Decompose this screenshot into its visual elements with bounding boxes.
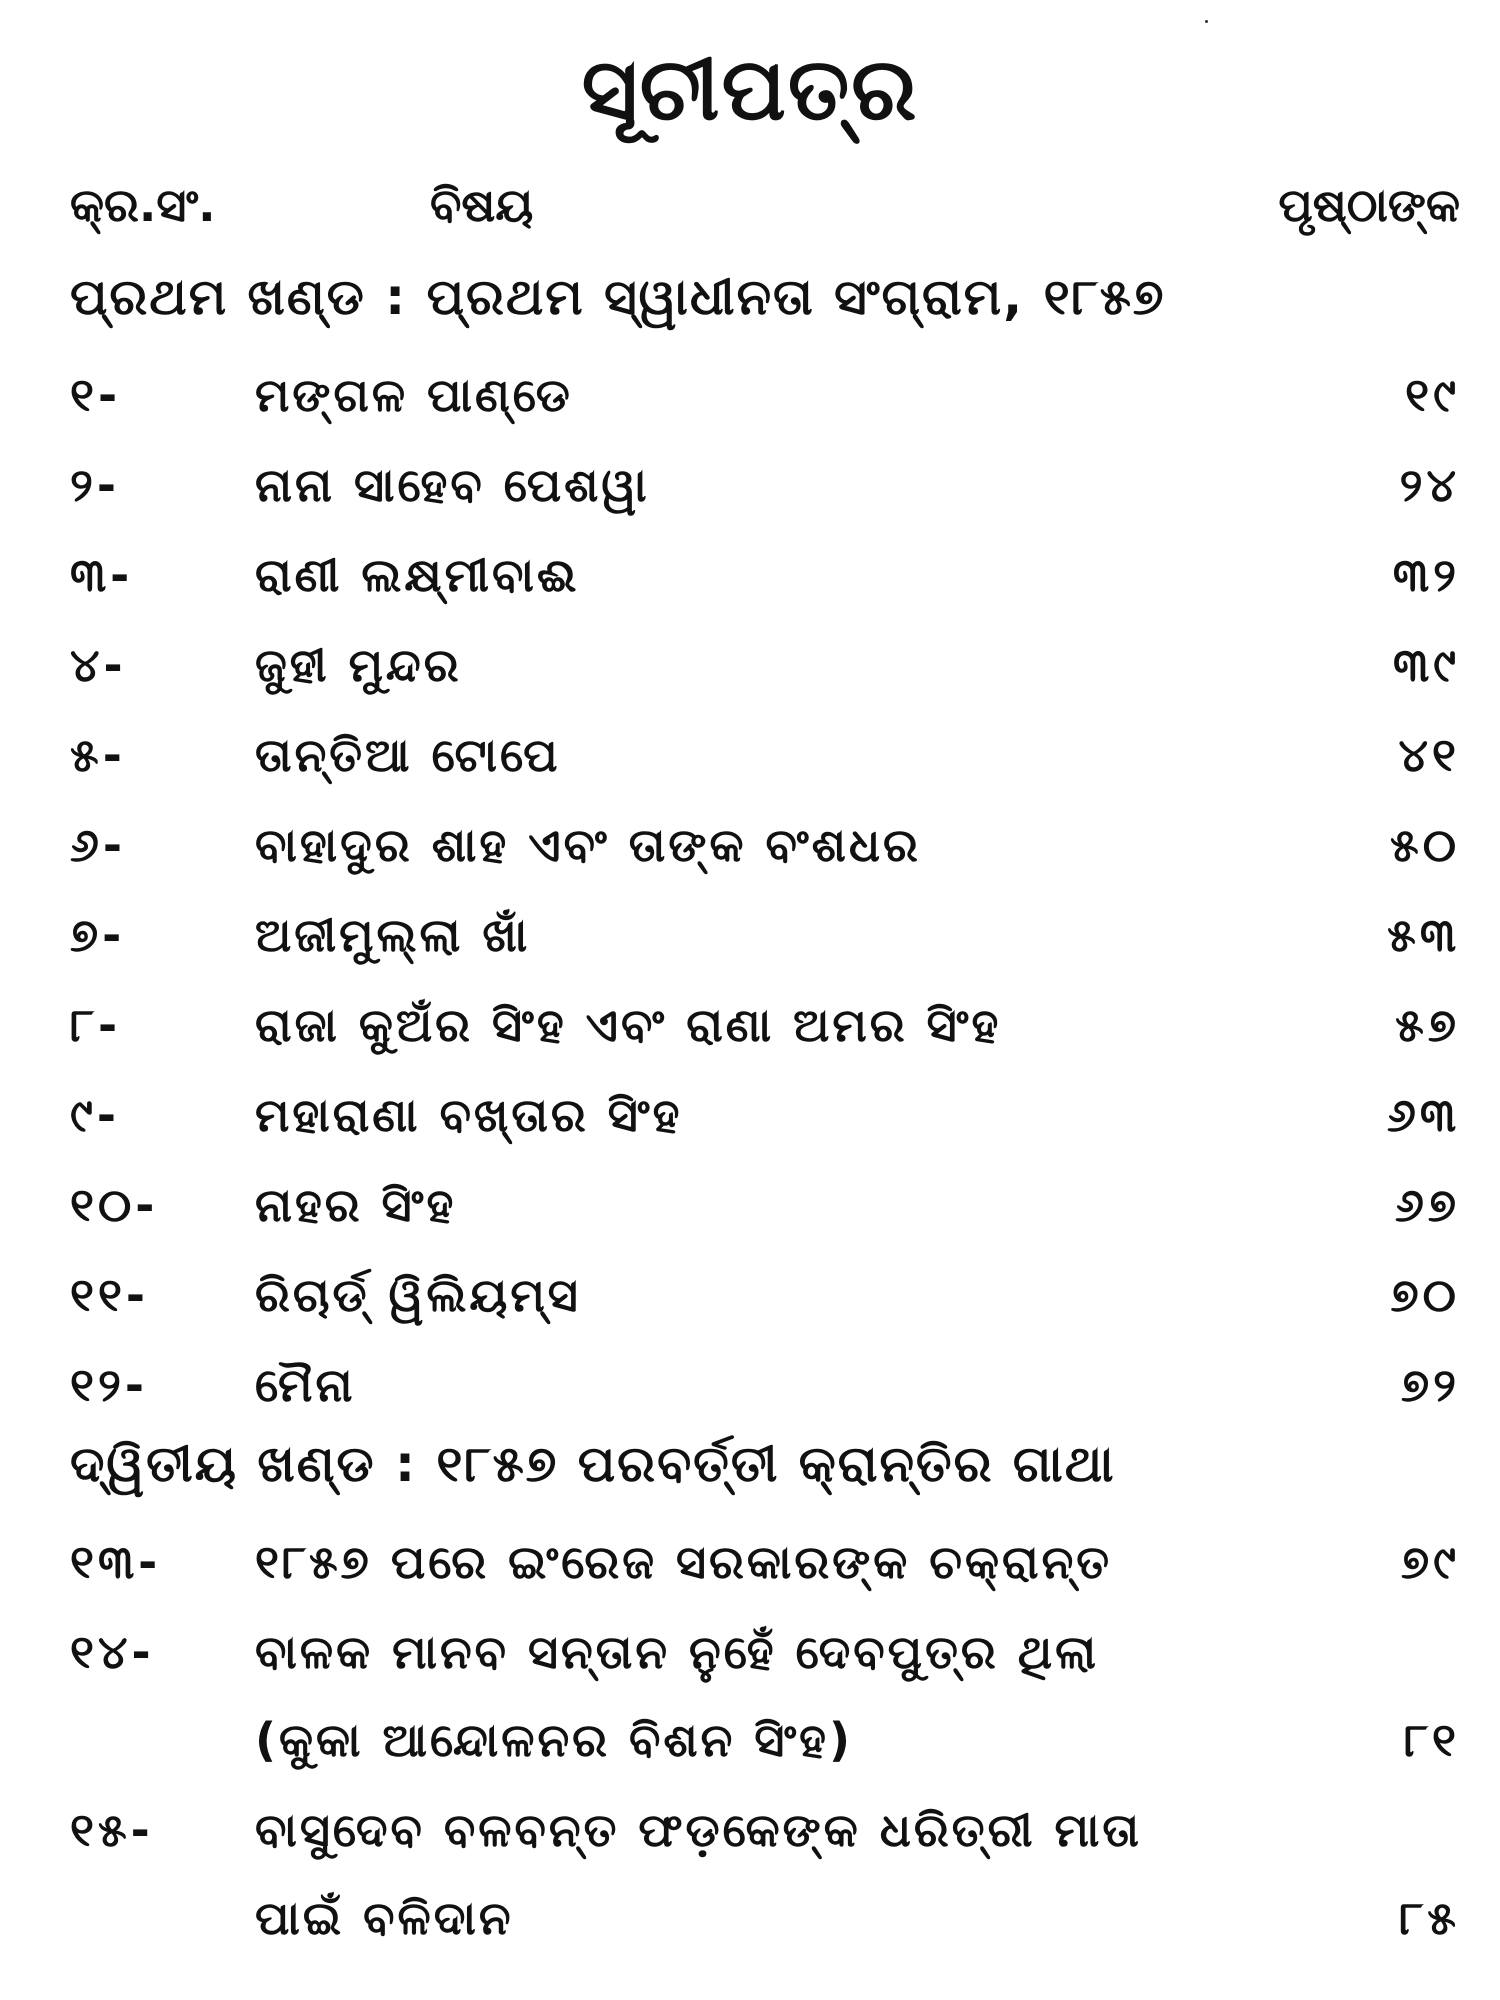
entry-title: ଜୁହୀ ମୁନ୍ଦର (255, 638, 462, 692)
entry-number: ୧୧- (70, 1268, 150, 1322)
entry-page: ୩୨ (1392, 548, 1460, 602)
entry-page: ୬୭ (1394, 1178, 1460, 1232)
entry-number: ୧୨- (70, 1358, 148, 1412)
entry-number: ୨- (70, 458, 120, 512)
entry-number: ୧୩- (70, 1535, 162, 1589)
page-title: ସୂଚୀପତ୍ର (581, 40, 919, 140)
entry-number: ୧୪- (70, 1625, 155, 1679)
entry-number: ୧୦- (70, 1178, 159, 1232)
column-header (70, 178, 1460, 248)
entry-page: ୭୨ (1400, 1358, 1460, 1412)
entry-title: ତାନ୍ତିଆ ଟୋପେ (255, 728, 561, 782)
entry-number: ୧- (70, 368, 122, 422)
entry-title: ୧୮୫୭ ପରେ ଇଂରେଜ ସରକାରଙ୍କ ଚକ୍ରାନ୍ତ (255, 1535, 1113, 1589)
entry-number: ୯- (70, 1088, 120, 1142)
entry-title: ନାନା ସାହେବ ପେଶୱା (255, 458, 650, 512)
entry-page: ୫୦ (1389, 818, 1460, 872)
entry-title: ମହାରାଣା ବଖ୍ତାର ସିଂହ (255, 1088, 683, 1142)
entry-number: ୪- (70, 638, 127, 692)
entry-number: ୧୫- (70, 1803, 154, 1857)
header-serial-label: କ୍ର.ସଂ. (70, 178, 216, 232)
entry-title: ମଙ୍ଗଳ ପାଣ୍ଡେ (255, 368, 573, 422)
entry-page: ୨୪ (1399, 458, 1460, 512)
entry-page: ୭୯ (1400, 1535, 1460, 1589)
entry-number: ୫- (70, 728, 126, 782)
header-subject-label: ବିଷୟ (430, 178, 534, 232)
section-heading-2: ଦ୍ୱିତୀୟ ଖଣ୍ଡ : ୧୮୫୭ ପରବର୍ତ୍ତୀ କ୍ରାନ୍ତିର ଗାଥା (70, 1435, 1116, 1493)
entry-page: ୬୩ (1386, 1088, 1460, 1142)
entry-page: ୮୫ (1399, 1891, 1460, 1945)
entry-title: ବାସୁଦେବ ବଳବନ୍ତ ଫଡ଼କେଙ୍କ ଧରିତ୍ରୀ ମାତା (255, 1803, 1142, 1857)
entry-title: ଅଜୀମୁଲ୍ଲା ଖାଁ (255, 908, 531, 962)
entry-number: ୩- (70, 548, 134, 602)
entry-title: ବାହାଦୁର ଶାହ ଏବଂ ତାଙ୍କ ବଂଶଧର (255, 818, 921, 872)
entry-number: ୭- (70, 908, 126, 962)
entry-page: ୫୭ (1395, 998, 1460, 1052)
entry-page: ୮୧ (1404, 1713, 1460, 1767)
entry-title: ରିଚାର୍ଡ୍ ୱିଲିୟମ୍ସ (255, 1268, 581, 1322)
header-page-label: ପୃଷ୍ଠାଙ୍କ (1278, 178, 1460, 232)
entry-number: ୬- (70, 818, 126, 872)
entry-title: ନାହର ସିଂହ (255, 1178, 457, 1232)
section-heading-1: ପ୍ରଥମ ଖଣ୍ଡ : ପ୍ରଥମ ସ୍ୱାଧୀନତା ସଂଗ୍ରାମ, ୧୮୫୭ (70, 268, 1166, 326)
entry-title: ବାଳକ ମାନବ ସନ୍ତାନ ନୁହେଁ ଦେବପୁତ୍ର ଥିଲା (255, 1625, 1100, 1679)
entry-page: ୧୯ (1405, 368, 1460, 422)
entry-title: ରାଣୀ ଲକ୍ଷ୍ମୀବାଈ (255, 548, 580, 602)
entry-page: ୪୧ (1398, 728, 1460, 782)
entry-page: ୫୩ (1387, 908, 1460, 962)
entry-page: ୩୯ (1392, 638, 1460, 692)
entry-page: ୭୦ (1390, 1268, 1460, 1322)
entry-title-continued: (କୁକା ଆନ୍ଦୋଳନର ବିଶନ ସିଂହ) (255, 1713, 854, 1767)
entry-title: ରାଜା କୁଅଁର ସିଂହ ଏବଂ ରାଣା ଅମର ସିଂହ (255, 998, 1002, 1052)
entry-title-continued: ପାଇଁ ବଳିଦାନ (255, 1891, 514, 1945)
speck (1205, 20, 1208, 23)
entry-title: ମୈନା (255, 1358, 356, 1412)
entry-number: ୮- (70, 998, 122, 1052)
